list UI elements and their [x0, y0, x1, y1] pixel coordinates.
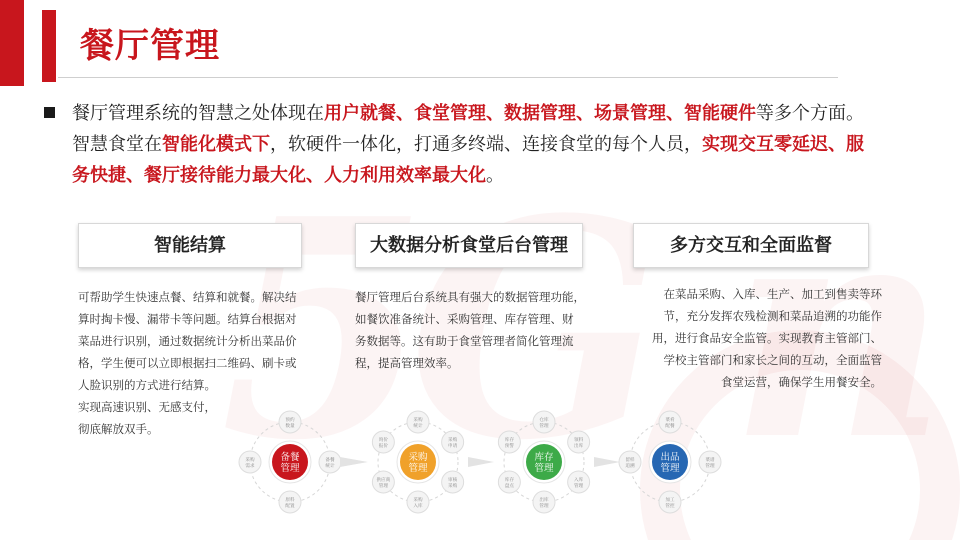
satellite-label: 管控	[665, 504, 675, 509]
satellite-label: 出库	[539, 498, 549, 503]
satellite-label: 申请	[448, 444, 458, 449]
satellite-label: 管理	[539, 504, 549, 509]
satellite-label: 领料	[574, 438, 584, 443]
satellite-label: 库存	[504, 478, 514, 483]
text-line: 菜品进行识别，通过数据统计分析出菜品价	[78, 334, 297, 348]
satellite-label: 审核	[448, 478, 458, 483]
satellite-label: 询价	[378, 438, 388, 443]
satellite-label: 管理	[378, 484, 388, 489]
highlight-text: 务快捷、餐厅接待能力最大化、人力利用效率最大化	[72, 165, 486, 186]
diagram-hub-group	[372, 411, 463, 513]
flow-arrow-icon	[594, 457, 620, 467]
flow-arrow-icon	[468, 457, 494, 467]
satellite-label: 管理	[574, 484, 584, 489]
satellite-label: 采购	[448, 438, 458, 443]
satellite-label: 需求	[245, 464, 255, 469]
text-line: 人脸识别的方式进行结算。	[78, 378, 216, 392]
intro-line-3	[44, 160, 924, 191]
satellite-label: 采购	[448, 484, 458, 489]
body-text: 餐厅管理系统的智慧之处体现在	[72, 103, 324, 124]
text-line: 如餐饮准备统计、采购管理、库存管理、财	[355, 312, 574, 326]
satellite-label: 采购	[245, 458, 255, 463]
satellite-label: 出库	[574, 444, 584, 449]
intro-paragraph	[44, 98, 924, 191]
satellite-label: 管理	[705, 464, 715, 469]
satellite-label: 配餐	[665, 424, 675, 429]
body-text: 等多个方面。	[756, 103, 864, 124]
satellite-label: 菜谱	[705, 458, 715, 463]
intro-line-1	[44, 98, 924, 129]
bullet-square-icon	[44, 107, 55, 118]
satellite-label: 报价	[378, 444, 388, 449]
text-line: 程，提高管理效率。	[355, 356, 459, 370]
text-line: 算时掏卡慢、漏带卡等问题。结算台根据对	[78, 312, 297, 326]
text-line: 餐厅管理后台系统具有强大的数据管理功能，	[355, 290, 585, 304]
hub-label: 管理	[408, 463, 428, 474]
hub-label: 库存	[534, 452, 554, 463]
hub-label: 管理	[534, 463, 554, 474]
text-line: 务数据等。这有助于食堂管理者简化管理流	[355, 334, 574, 348]
intro-line-2	[44, 129, 924, 160]
hub-label: 管理	[660, 463, 680, 474]
satellite-label: 备餐	[325, 458, 335, 463]
text-line: 在菜品采购、入库、生产、加工到售卖等环	[663, 287, 882, 301]
satellite-label: 预警	[504, 444, 514, 449]
text-line: 格，学生便可以立即根据扫二维码、刷卡或	[78, 356, 297, 370]
satellite-label: 供应商	[376, 478, 391, 483]
header-accent-bar-left	[0, 0, 24, 86]
satellite-label: 数量	[285, 424, 295, 429]
flow-arrow-icon	[340, 457, 368, 467]
body-text: 智慧食堂在	[72, 134, 162, 155]
page-title: 餐厅管理	[80, 26, 220, 66]
satellite-label: 采购	[413, 418, 423, 423]
satellite-label: 盘点	[504, 484, 514, 489]
section-heading-supervision: 多方交互和全面监督	[633, 223, 869, 268]
hub-label: 备餐	[280, 452, 300, 463]
satellite-label: 留样	[625, 458, 635, 463]
diagram-hub-group	[239, 411, 341, 513]
hub-label: 采购	[408, 452, 428, 463]
text-line: 节，充分发挥农残检测和菜品追溯的功能作	[663, 309, 882, 323]
text-line: 可帮助学生快速点餐、结算和就餐。解决结	[78, 290, 297, 304]
satellite-label: 预约	[285, 418, 295, 423]
satellite-label: 加工	[665, 498, 675, 503]
satellite-label: 追溯	[625, 464, 635, 469]
text-line: 食堂运营，确保学生用餐安全。	[721, 375, 882, 389]
text-line: 彻底解放双手。	[78, 422, 159, 436]
satellite-label: 统计	[325, 464, 335, 469]
satellite-label: 入库	[413, 504, 423, 509]
highlight-text: 用户就餐、食堂管理、数据管理、场景管理、智能硬件	[324, 103, 756, 124]
highlight-text: 智能化模式下	[162, 134, 270, 155]
section-heading-smart-checkout: 智能结算	[78, 223, 302, 268]
text-line: 学校主管部门和家长之间的互动，全面监管	[663, 353, 882, 367]
text-line: 实现高速识别、无感支付，	[78, 400, 216, 414]
hub-label: 出品	[660, 452, 680, 463]
body-text: ，软硬件一体化，打通多终端、连接食堂的每个人员，	[270, 134, 702, 155]
header-accent-bar-right	[42, 10, 56, 82]
section-text-supervision	[620, 283, 882, 393]
process-flow-diagram	[220, 400, 740, 530]
satellite-label: 原料	[285, 498, 295, 503]
diagram-hub-group	[498, 411, 589, 513]
satellite-label: 菜肴	[665, 418, 675, 423]
satellite-label: 入库	[574, 478, 584, 483]
diagram-hub-group	[619, 411, 721, 513]
satellite-label: 采购	[413, 498, 423, 503]
header-divider	[58, 77, 838, 78]
satellite-label: 配置	[285, 504, 295, 509]
highlight-text: 实现交互零延迟、服	[702, 134, 864, 155]
satellite-label: 库存	[504, 438, 514, 443]
section-text-backend-management	[355, 286, 585, 374]
text-line: 用，进行食品安全监管。实现教育主管部门、	[652, 331, 882, 345]
section-heading-backend-management: 大数据分析食堂后台管理	[355, 223, 583, 268]
satellite-label: 仓库	[539, 418, 549, 423]
hub-label: 管理	[280, 463, 300, 474]
body-text: 。	[486, 165, 504, 186]
satellite-label: 管理	[539, 424, 549, 429]
satellite-label: 统计	[413, 424, 423, 429]
